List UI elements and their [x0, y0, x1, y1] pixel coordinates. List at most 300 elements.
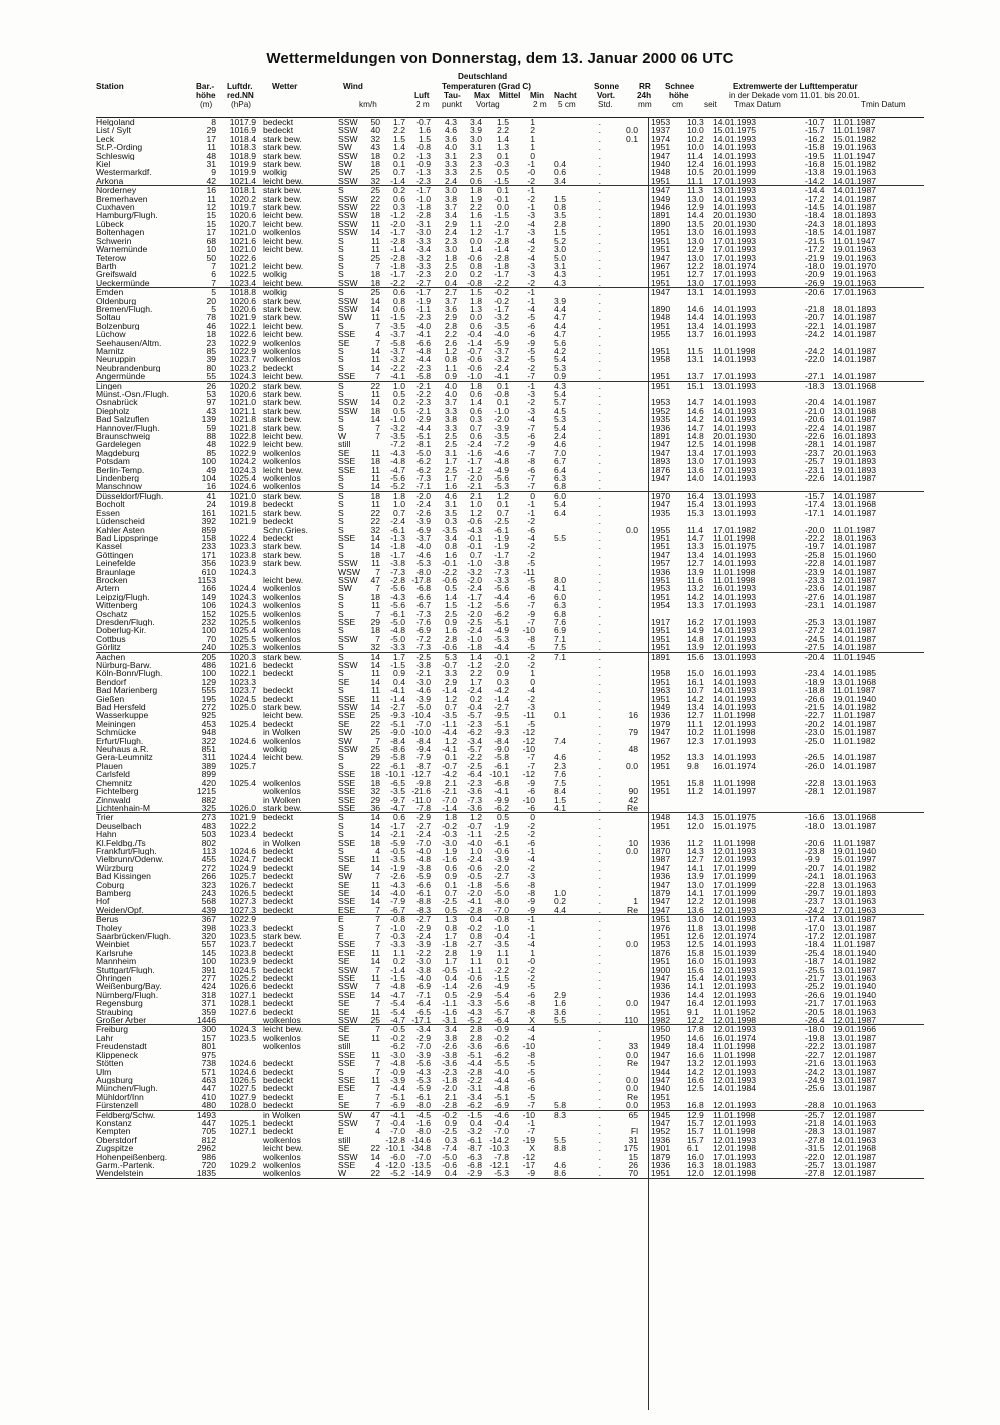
dew-point: -7.0 — [416, 1041, 431, 1052]
extreme-tmin: -23.9 — [805, 566, 825, 577]
max-temp: 3.1 — [445, 499, 457, 510]
extreme-tmin-date: 14.01.1987 — [833, 583, 877, 594]
header-tmin-date: Tmin Datum — [861, 100, 906, 109]
dew-point: -4.8 — [416, 345, 431, 356]
weather: bedeckt — [263, 863, 294, 873]
station-height: 7 — [211, 277, 216, 288]
table-row — [96, 982, 924, 990]
weather: stark bew. — [263, 203, 302, 212]
station-name: Schmücke — [96, 728, 137, 737]
extreme-tmin: -20.0 — [805, 524, 825, 535]
mean-temp: 3.9 — [470, 125, 482, 136]
max-temp: 1.5 — [445, 600, 457, 611]
precipitation: . — [598, 896, 601, 907]
min-temp: 1.5 — [497, 117, 509, 127]
sunshine-hours: 0.6 — [554, 167, 566, 178]
extreme-tmax-date: 17.01.1993 — [713, 456, 757, 467]
night-min-5cm: -4 — [527, 939, 535, 950]
weather: bedeckt — [263, 923, 294, 933]
extreme-tmax-date: 14.01.1993 — [713, 397, 757, 408]
extreme-tmax: 13.3 — [687, 541, 704, 552]
night-min-5cm: 1 — [530, 133, 535, 144]
night-min-5cm: -17 — [522, 1159, 535, 1170]
night-min-5cm: -5 — [527, 642, 535, 653]
header-sun-unit: Std. — [598, 100, 613, 109]
extreme-tmin-date: 17.01.1963 — [833, 904, 877, 915]
night-min-5cm: -3 — [527, 269, 535, 280]
extreme-tmin: -27.8 — [805, 1134, 825, 1145]
station-height: 15 — [206, 210, 216, 221]
precipitation: . — [598, 1074, 601, 1085]
extreme-tmin-date: 13.01.1963 — [833, 973, 877, 984]
station-group — [96, 118, 924, 186]
pressure: 1021.4 — [229, 175, 256, 186]
wind-speed: 11 — [371, 499, 380, 510]
wind-direction: SE — [338, 1006, 350, 1017]
table-row — [96, 661, 924, 669]
station-name: Marnitz — [96, 346, 125, 356]
pressure: 1021.5 — [229, 507, 256, 518]
night-min-5cm: -6 — [527, 431, 535, 442]
max-temp: 0.8 — [445, 354, 457, 365]
extreme-tmax-date: 12.01.1993 — [713, 718, 757, 729]
station-name: List / Sylt — [96, 126, 131, 135]
weather: bedeckt — [263, 1067, 294, 1076]
extreme-tmax-date: 17.01.1993 — [713, 269, 757, 280]
weather: bedeckt — [263, 500, 294, 509]
max-temp: -0.7 — [442, 660, 457, 670]
max-temp: 2.1 — [445, 1091, 457, 1102]
header-min: Min — [530, 91, 545, 100]
extreme-tmax-date: 13.01.1998 — [713, 922, 757, 933]
max-temp: 3.1 — [445, 150, 457, 161]
max-temp: -3.5 — [442, 524, 457, 535]
weather: wolkenlos — [263, 1169, 301, 1178]
weather: in Wolken — [263, 1110, 301, 1119]
weather: bedeckt — [263, 118, 294, 127]
extreme-tmin: -24.2 — [805, 345, 825, 356]
table-row — [96, 864, 924, 872]
extreme-since: 1891 — [651, 210, 671, 221]
weather: wolkenlos — [263, 787, 301, 796]
sunshine-hours: 4.6 — [554, 439, 566, 450]
min-temp: -2.5 — [494, 516, 509, 527]
mean-temp: -1.8 — [467, 879, 482, 890]
table-row — [96, 966, 924, 974]
wind-speed: 14 — [370, 532, 380, 543]
station-height: 320 — [201, 931, 216, 941]
extreme-tmax: 12.7 — [687, 558, 704, 569]
weather: leicht bew. — [263, 236, 304, 246]
extreme-tmax-date: 17.01.1993 — [713, 235, 757, 246]
dew-point: -3.7 — [416, 532, 431, 543]
mean-temp: -3.1 — [467, 1083, 482, 1094]
min-temp: -0.2 — [494, 1032, 509, 1043]
air-temp: -3.5 — [390, 320, 405, 331]
table-row — [96, 796, 924, 804]
night-min-5cm: -9 — [527, 904, 535, 915]
snow-depth: 110 — [624, 1015, 638, 1026]
extreme-tmax-date: 17.01.1999 — [713, 871, 757, 882]
sunshine-hours: 7.1 — [554, 633, 566, 644]
wind-direction: E — [338, 931, 344, 941]
extreme-tmin: -23.7 — [805, 896, 825, 907]
station-name: Lahr — [96, 1033, 114, 1043]
extreme-tmax: 14.6 — [687, 405, 704, 416]
min-temp: 0.1 — [497, 499, 509, 510]
night-min-5cm: -12 — [522, 735, 535, 746]
night-min-5cm: -6 — [527, 837, 535, 848]
extreme-tmax-date: 12.01.1993 — [713, 642, 757, 653]
station-name: Lichtenhain-M — [96, 803, 150, 813]
extreme-since: 1976 — [651, 922, 671, 933]
min-temp: -2.2 — [494, 964, 509, 975]
precipitation: . — [598, 295, 601, 306]
night-min-5cm: -7 — [527, 600, 535, 611]
pressure: 1021.0 — [229, 244, 256, 255]
extreme-tmax: 6.1 — [687, 1143, 699, 1154]
max-temp: 0.7 — [445, 887, 457, 898]
extreme-tmax: 13.6 — [687, 464, 704, 475]
station-name: Zinnwald — [96, 795, 131, 804]
air-temp: 0.4 — [393, 676, 405, 687]
sunshine-hours: 6.7 — [554, 456, 566, 467]
table-row — [96, 974, 924, 982]
table-row — [96, 313, 924, 321]
mean-temp: 2.3 — [470, 150, 482, 161]
air-temp: -7.0 — [390, 1126, 405, 1137]
air-temp: -6.0 — [390, 1151, 405, 1162]
min-temp: -6.8 — [494, 777, 509, 788]
header-sun: Sonne — [594, 82, 620, 91]
weather-table — [96, 118, 924, 1179]
dew-point: -2.3 — [416, 397, 431, 408]
weather: stark bew. — [263, 390, 302, 399]
table-row — [96, 457, 924, 465]
min-temp: -4.4 — [494, 591, 509, 602]
air-temp: -1.4 — [390, 175, 405, 186]
table-row — [96, 339, 924, 347]
extreme-tmin-date: 18.01.1893 — [833, 303, 877, 314]
precipitation: . — [598, 389, 601, 399]
extreme-tmin-date: 16.01.1893 — [833, 431, 877, 442]
extreme-since: 1950 — [651, 1032, 671, 1043]
extreme-since: 1958 — [651, 668, 671, 679]
min-temp: -0.2 — [494, 287, 509, 298]
night-min-5cm: -2 — [527, 549, 535, 560]
extreme-since: 1951 — [651, 1091, 671, 1102]
weather: stark bew. — [263, 304, 302, 314]
air-temp: -1.4 — [390, 964, 405, 975]
max-temp: -1.8 — [442, 1074, 457, 1085]
table-row — [96, 143, 924, 151]
extreme-tmax: 15.7 — [687, 1117, 704, 1128]
extreme-tmin-date: 14.01.1987 — [833, 625, 877, 636]
station-name: Bolzenburg — [96, 321, 140, 331]
mean-temp: -0.4 — [467, 702, 482, 713]
air-temp: 0.6 — [393, 193, 405, 204]
wind-direction: SSW — [338, 744, 358, 755]
air-temp: -2.8 — [390, 574, 405, 585]
extreme-tmax-date: 12.01.1993 — [713, 1066, 757, 1077]
table-row — [96, 305, 924, 313]
night-min-5cm: -4 — [527, 532, 535, 543]
wind-direction: SSE — [338, 1074, 356, 1085]
night-min-5cm: -12 — [522, 727, 535, 738]
extreme-tmax-date: 17.01.1993 — [713, 616, 757, 627]
night-min-5cm: -5 — [527, 574, 535, 585]
mean-temp: -2.4 — [467, 685, 482, 696]
max-temp: 0.8 — [445, 541, 457, 552]
wind-direction: SE — [338, 1024, 350, 1035]
min-temp: -1.5 — [494, 210, 509, 221]
wind-speed: 11 — [371, 464, 380, 475]
night-min-5cm: -0 — [527, 956, 535, 967]
sunshine-hours: 5.5 — [554, 1015, 566, 1026]
extreme-tmin: -23.6 — [805, 583, 825, 594]
air-temp: -4.0 — [390, 887, 405, 898]
min-temp: -8.0 — [494, 896, 509, 907]
dew-point: -2.9 — [416, 812, 431, 823]
pressure: 1022.2 — [229, 820, 256, 831]
precipitation: . — [598, 812, 601, 823]
sunshine-hours: 7.5 — [554, 642, 566, 653]
table-row — [96, 372, 924, 380]
wind-speed: 25 — [370, 167, 380, 178]
wind-direction: SE — [338, 956, 350, 967]
wind-speed: 7 — [375, 583, 380, 594]
station-name: Brocken — [96, 575, 128, 585]
night-min-5cm: 0 — [530, 676, 535, 687]
sunshine-hours: 5.3 — [554, 362, 566, 373]
table-row — [96, 855, 924, 863]
extreme-since: 1947 — [651, 549, 671, 560]
extreme-tmax-date: 14.01.1993 — [713, 150, 757, 161]
max-temp: 1.7 — [445, 473, 457, 484]
wind-speed: 7 — [375, 1091, 380, 1102]
mean-temp: -1.8 — [467, 642, 482, 653]
station-height: 555 — [201, 685, 216, 696]
extreme-tmin: -22.4 — [805, 422, 825, 433]
night-min-5cm: -6 — [527, 802, 535, 813]
table-row — [96, 669, 924, 677]
table-row — [96, 762, 924, 770]
wind-speed: 32 — [370, 524, 380, 535]
snow-depth: 79 — [628, 727, 638, 738]
wind-direction: SW — [338, 871, 352, 882]
pressure: 1027.1 — [229, 1126, 256, 1137]
min-temp: -2.2 — [494, 277, 509, 288]
dew-point: -2.3 — [416, 362, 431, 373]
station-name: Garm.-Partenk. — [96, 1160, 155, 1170]
station-height: 10 — [206, 244, 216, 255]
pressure: 1023.8 — [229, 947, 256, 958]
wind-speed: 18 — [370, 150, 380, 161]
mean-temp: 1.4 — [470, 397, 482, 408]
extreme-since: 1947 — [651, 862, 671, 873]
min-temp: -1.9 — [494, 820, 509, 831]
wind-speed: 7 — [375, 422, 380, 433]
max-temp: -0.2 — [442, 1109, 457, 1120]
max-temp: 1.3 — [445, 914, 457, 925]
station-group — [96, 1111, 924, 1179]
extreme-tmin: -24.2 — [805, 329, 825, 340]
min-temp: -1.5 — [494, 973, 509, 984]
weather: leicht bew. — [263, 575, 304, 585]
station-height: 53 — [206, 389, 216, 399]
air-temp: -1.0 — [390, 414, 405, 425]
weather: wolkig — [263, 745, 287, 754]
sunshine-hours: 4.3 — [554, 380, 566, 391]
pressure: 1024.3 — [229, 591, 256, 602]
night-min-5cm: -10 — [522, 794, 535, 805]
extreme-tmin: -15.7 — [805, 490, 825, 501]
extreme-tmax-date: 14.01.1993 — [713, 117, 757, 127]
mean-temp: -0.6 — [467, 973, 482, 984]
wind-direction: ESE — [338, 1083, 356, 1094]
extreme-tmin: -20.7 — [805, 312, 825, 323]
extreme-tmin-date: 12.01.1968 — [833, 1143, 877, 1154]
table-row — [96, 398, 924, 406]
extreme-tmax-date: 15.01.1975 — [713, 812, 757, 823]
max-temp: 2.2 — [445, 329, 457, 340]
min-temp: -7.3 — [494, 566, 509, 577]
pressure: 1016.9 — [229, 125, 256, 136]
extreme-tmax: 13.0 — [687, 193, 704, 204]
wind-speed: 11 — [371, 973, 380, 984]
extreme-since: 1876 — [651, 464, 671, 475]
air-temp: -8.4 — [390, 735, 405, 746]
air-temp: -3.7 — [390, 345, 405, 356]
max-temp: 3.4 — [445, 532, 457, 543]
station-height: 68 — [206, 235, 216, 246]
wind-speed: 18 — [370, 159, 380, 170]
header-rr: RR — [639, 82, 651, 91]
extreme-since: 1936 — [651, 1159, 671, 1170]
extreme-tmax: 11.1 — [687, 718, 704, 729]
extreme-tmin: -27.2 — [805, 625, 825, 636]
sunshine-hours: 4.6 — [554, 1159, 566, 1170]
extreme-tmin-date: 11.01.1987 — [833, 117, 876, 127]
extreme-tmax-date: 17.01.1993 — [713, 735, 757, 746]
dew-point: -4.1 — [416, 329, 431, 340]
wind-speed: 7 — [375, 904, 380, 915]
air-temp: -1.9 — [390, 862, 405, 873]
extreme-tmax: 13.9 — [687, 642, 704, 653]
table-row — [96, 847, 924, 855]
table-row — [96, 643, 924, 651]
dew-point: -1.1 — [416, 303, 431, 314]
min-temp: -1.5 — [494, 175, 509, 186]
header-dew2: punkt — [442, 100, 463, 109]
night-min-5cm: -8 — [527, 887, 535, 898]
wind-direction: S — [338, 829, 344, 840]
table-row — [96, 551, 924, 559]
station-height: 26 — [206, 380, 216, 391]
station-height: 367 — [201, 914, 216, 925]
weather: leicht bew. — [263, 211, 304, 220]
extreme-tmin-date: 14.01.1987 — [833, 202, 877, 213]
station-height: 100 — [201, 668, 216, 679]
max-temp: 0.9 — [445, 1117, 457, 1128]
wind-direction: SSW — [338, 218, 358, 229]
extreme-tmin: -26.6 — [805, 989, 825, 1000]
table-row — [96, 474, 924, 482]
station-height: 15 — [206, 218, 216, 229]
weather: bedeckt — [263, 1092, 294, 1102]
station-name: Schwerin — [96, 236, 132, 246]
extreme-tmin-date: 14.01.1987 — [833, 760, 877, 771]
night-min-5cm: -5 — [527, 718, 535, 729]
min-temp: -1.4 — [494, 693, 509, 704]
extreme-tmax-date: 17.01.1993 — [713, 633, 757, 644]
dew-point: -8.0 — [416, 1126, 431, 1137]
station-height: 233 — [201, 541, 216, 552]
pressure: 1021.6 — [229, 235, 256, 246]
extreme-tmax-date: 14.01.1993 — [713, 133, 757, 144]
snow-depth: 0.0 — [626, 760, 638, 771]
extreme-tmax: 11.6 — [687, 574, 704, 585]
min-temp: -1.7 — [494, 227, 509, 238]
dew-point: -4.8 — [416, 854, 431, 865]
station-height: 802 — [201, 837, 216, 848]
night-min-5cm: -1 — [527, 287, 535, 298]
night-min-5cm: -10 — [522, 625, 535, 636]
mean-temp: 2.2 — [470, 668, 482, 679]
air-temp: -1.0 — [390, 922, 405, 933]
extreme-tmin-date: 14.01.1985 — [833, 668, 877, 679]
extreme-since: 1987 — [651, 854, 671, 865]
extreme-tmax: 11.5 — [687, 345, 704, 356]
header-extremes-period: in der Dekade vom 11.01. bis 20.01. — [729, 91, 860, 100]
wind-speed: 25 — [370, 287, 380, 298]
extreme-tmax-date: 14.01.1993 — [713, 625, 757, 636]
wind-speed: 11 — [371, 354, 380, 365]
sunshine-hours: 4.5 — [554, 405, 566, 416]
extreme-tmax: 16.6 — [687, 1049, 704, 1060]
precipitation: . — [598, 490, 601, 501]
max-temp: 1.4 — [445, 591, 457, 602]
pressure: 1024.6 — [229, 481, 256, 492]
max-temp: 2.4 — [445, 227, 457, 238]
precipitation: . — [598, 981, 601, 992]
weather: wolkenlos — [263, 736, 301, 746]
max-temp: -3.5 — [442, 710, 457, 721]
dew-point: -2.9 — [416, 922, 431, 933]
station-height: 243 — [201, 887, 216, 898]
min-temp: -3.7 — [494, 345, 509, 356]
station-name: Essen — [96, 508, 120, 518]
dew-point: -3.4 — [416, 244, 431, 255]
header-air: Luft — [414, 91, 430, 100]
extreme-since: 1947 — [651, 896, 671, 907]
snow-depth: 0.0 — [626, 1083, 638, 1094]
mean-temp: 1.4 — [470, 651, 482, 662]
weather: leicht bew. — [263, 465, 304, 475]
station-height: 325 — [201, 802, 216, 813]
station-name: Osnabrück — [96, 398, 138, 407]
air-temp: -0.2 — [390, 1032, 405, 1043]
precipitation: . — [598, 973, 601, 984]
extreme-tmin: -24.3 — [805, 218, 825, 229]
snow-depth: 16 — [628, 710, 638, 721]
weather: bedeckt — [263, 965, 294, 975]
air-temp: -9.3 — [390, 710, 405, 721]
air-temp: 1.0 — [393, 380, 405, 391]
page-title: Wettermeldungen von Donnerstag, dem 13. Januar 2000 06 UTC — [266, 50, 734, 67]
wind-direction: SE — [338, 718, 350, 729]
station-name: Teterow — [96, 253, 127, 262]
